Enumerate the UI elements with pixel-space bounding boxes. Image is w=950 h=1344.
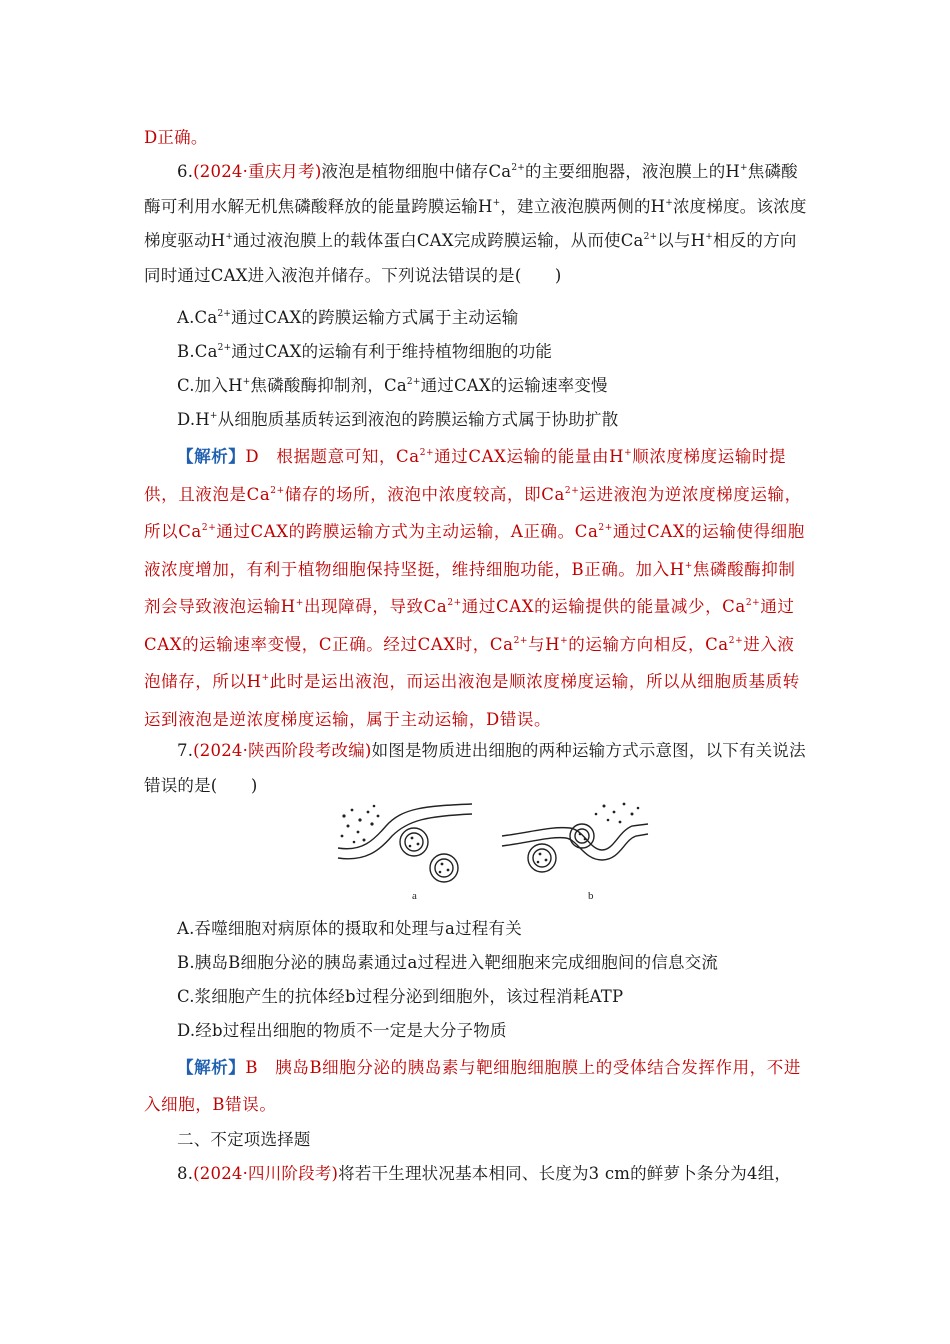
analysis-tag: 【解析】	[177, 447, 246, 466]
q7-option-c: C.浆细胞产生的抗体经b过程分泌到细胞外，该过程消耗ATP	[177, 987, 624, 1006]
q7-option-a: A.吞噬细胞对病原体的摄取和处理与a过程有关	[177, 919, 522, 938]
prev-answer-tail: D正确。	[144, 128, 208, 147]
analysis-tag: 【解析】	[177, 1058, 246, 1077]
process-a-particles	[341, 805, 450, 874]
q6-option-c: C.加入H+焦磷酸酶抑制剂，$Ca^{2+}$通过CAX的运输速率变慢	[177, 376, 608, 395]
q6-option-b: $B.Ca^{2+}$通过CAX的运输有利于维持植物细胞的功能	[177, 342, 553, 361]
question-8-stem: 8.(2024·四川阶段考)将若干生理状况基本相同、长度为3 cm的鲜萝卜条分为4组，	[177, 1164, 792, 1183]
question-source: (2024·陕西阶段考改编)	[193, 741, 372, 760]
q6-option-d: D.H+从细胞质基质转运到液泡的跨膜运输方式属于协助扩散	[177, 410, 619, 429]
q7-analysis: 【解析】B 胰岛B细胞分泌的胰岛素与靶细胞细胞膜上的受体结合发挥作用，不进入细胞，B错误。	[144, 1058, 801, 1114]
question-source: (2024·四川阶段考)	[193, 1164, 339, 1183]
endocytosis-exocytosis-figure	[332, 796, 652, 908]
q7-option-b: B.胰岛B细胞分泌的胰岛素通过a过程进入靶细胞来完成细胞间的信息交流	[177, 953, 719, 972]
q7-option-d: D.经b过程出细胞的物质不一定是大分子物质	[177, 1021, 507, 1040]
figure-label-a: a	[412, 890, 417, 902]
section-heading: 二、不定项选择题	[177, 1130, 311, 1149]
question-source: (2024·重庆月考)	[193, 162, 322, 181]
q6-analysis: 【解析】D 根据题意可知，$Ca^{2+}$通过CAX运输的能量由H+顺浓度梯度运输时提供，且液泡是$Ca^{2+}$储存的场所，液泡中浓度较高，即$Ca^{2+}$运进液泡为逆浓度梯度运输，所以$Ca^{2+}$通过CAX的跨膜运输方式为主动运输，A正确。$Ca^{2+}$通过CAX的运输使得细胞液浓度增加，有利于植物细胞保持坚挺，维持细胞功能，B正确。加入H+焦磷酸酶抑制剂会导致液泡运输H+出现障碍，导致$Ca^{2+}$通过CAX的运输提供的能量减少，$Ca^{2+}$通过CAX的运输速率变慢，C正确。经过CAX时，$Ca^{2+}$与H+的运输方向相反，$Ca^{2+}$进入液泡储存，所以H+此时是运出液泡，而运出液泡是顺浓度梯度运输，所以从细胞质基质转运到液泡是逆浓度梯度运输，属于主动运输，D错误。	[144, 447, 805, 729]
figure-label-b: b	[588, 890, 594, 902]
q6-option-a: $A.Ca^{2+}$通过CAX的跨膜运输方式属于主动运输	[177, 308, 519, 327]
question-6-stem: 6.(2024·重庆月考)液泡是植物细胞中储存$Ca^{2+}$的主要细胞器，液泡膜上的H+焦磷酸酶可利用水解无机焦磷酸释放的能量跨膜运输H+，建立液泡膜两侧的H+浓度梯度。该浓度梯度驱动H+通过液泡膜上的载体蛋白CAX完成跨膜运输，从而使$Ca^{2+}$以与H+相反的方向同时通过CAX进入液泡并储存。下列说法错误的是( )	[144, 162, 807, 285]
question-7-stem: 7.(2024·陕西阶段考改编)如图是物质进出细胞的两种运输方式示意图，以下有关说法错误的是( )	[144, 741, 806, 795]
process-b-diagram	[502, 824, 648, 872]
process-a-diagram	[338, 804, 472, 882]
